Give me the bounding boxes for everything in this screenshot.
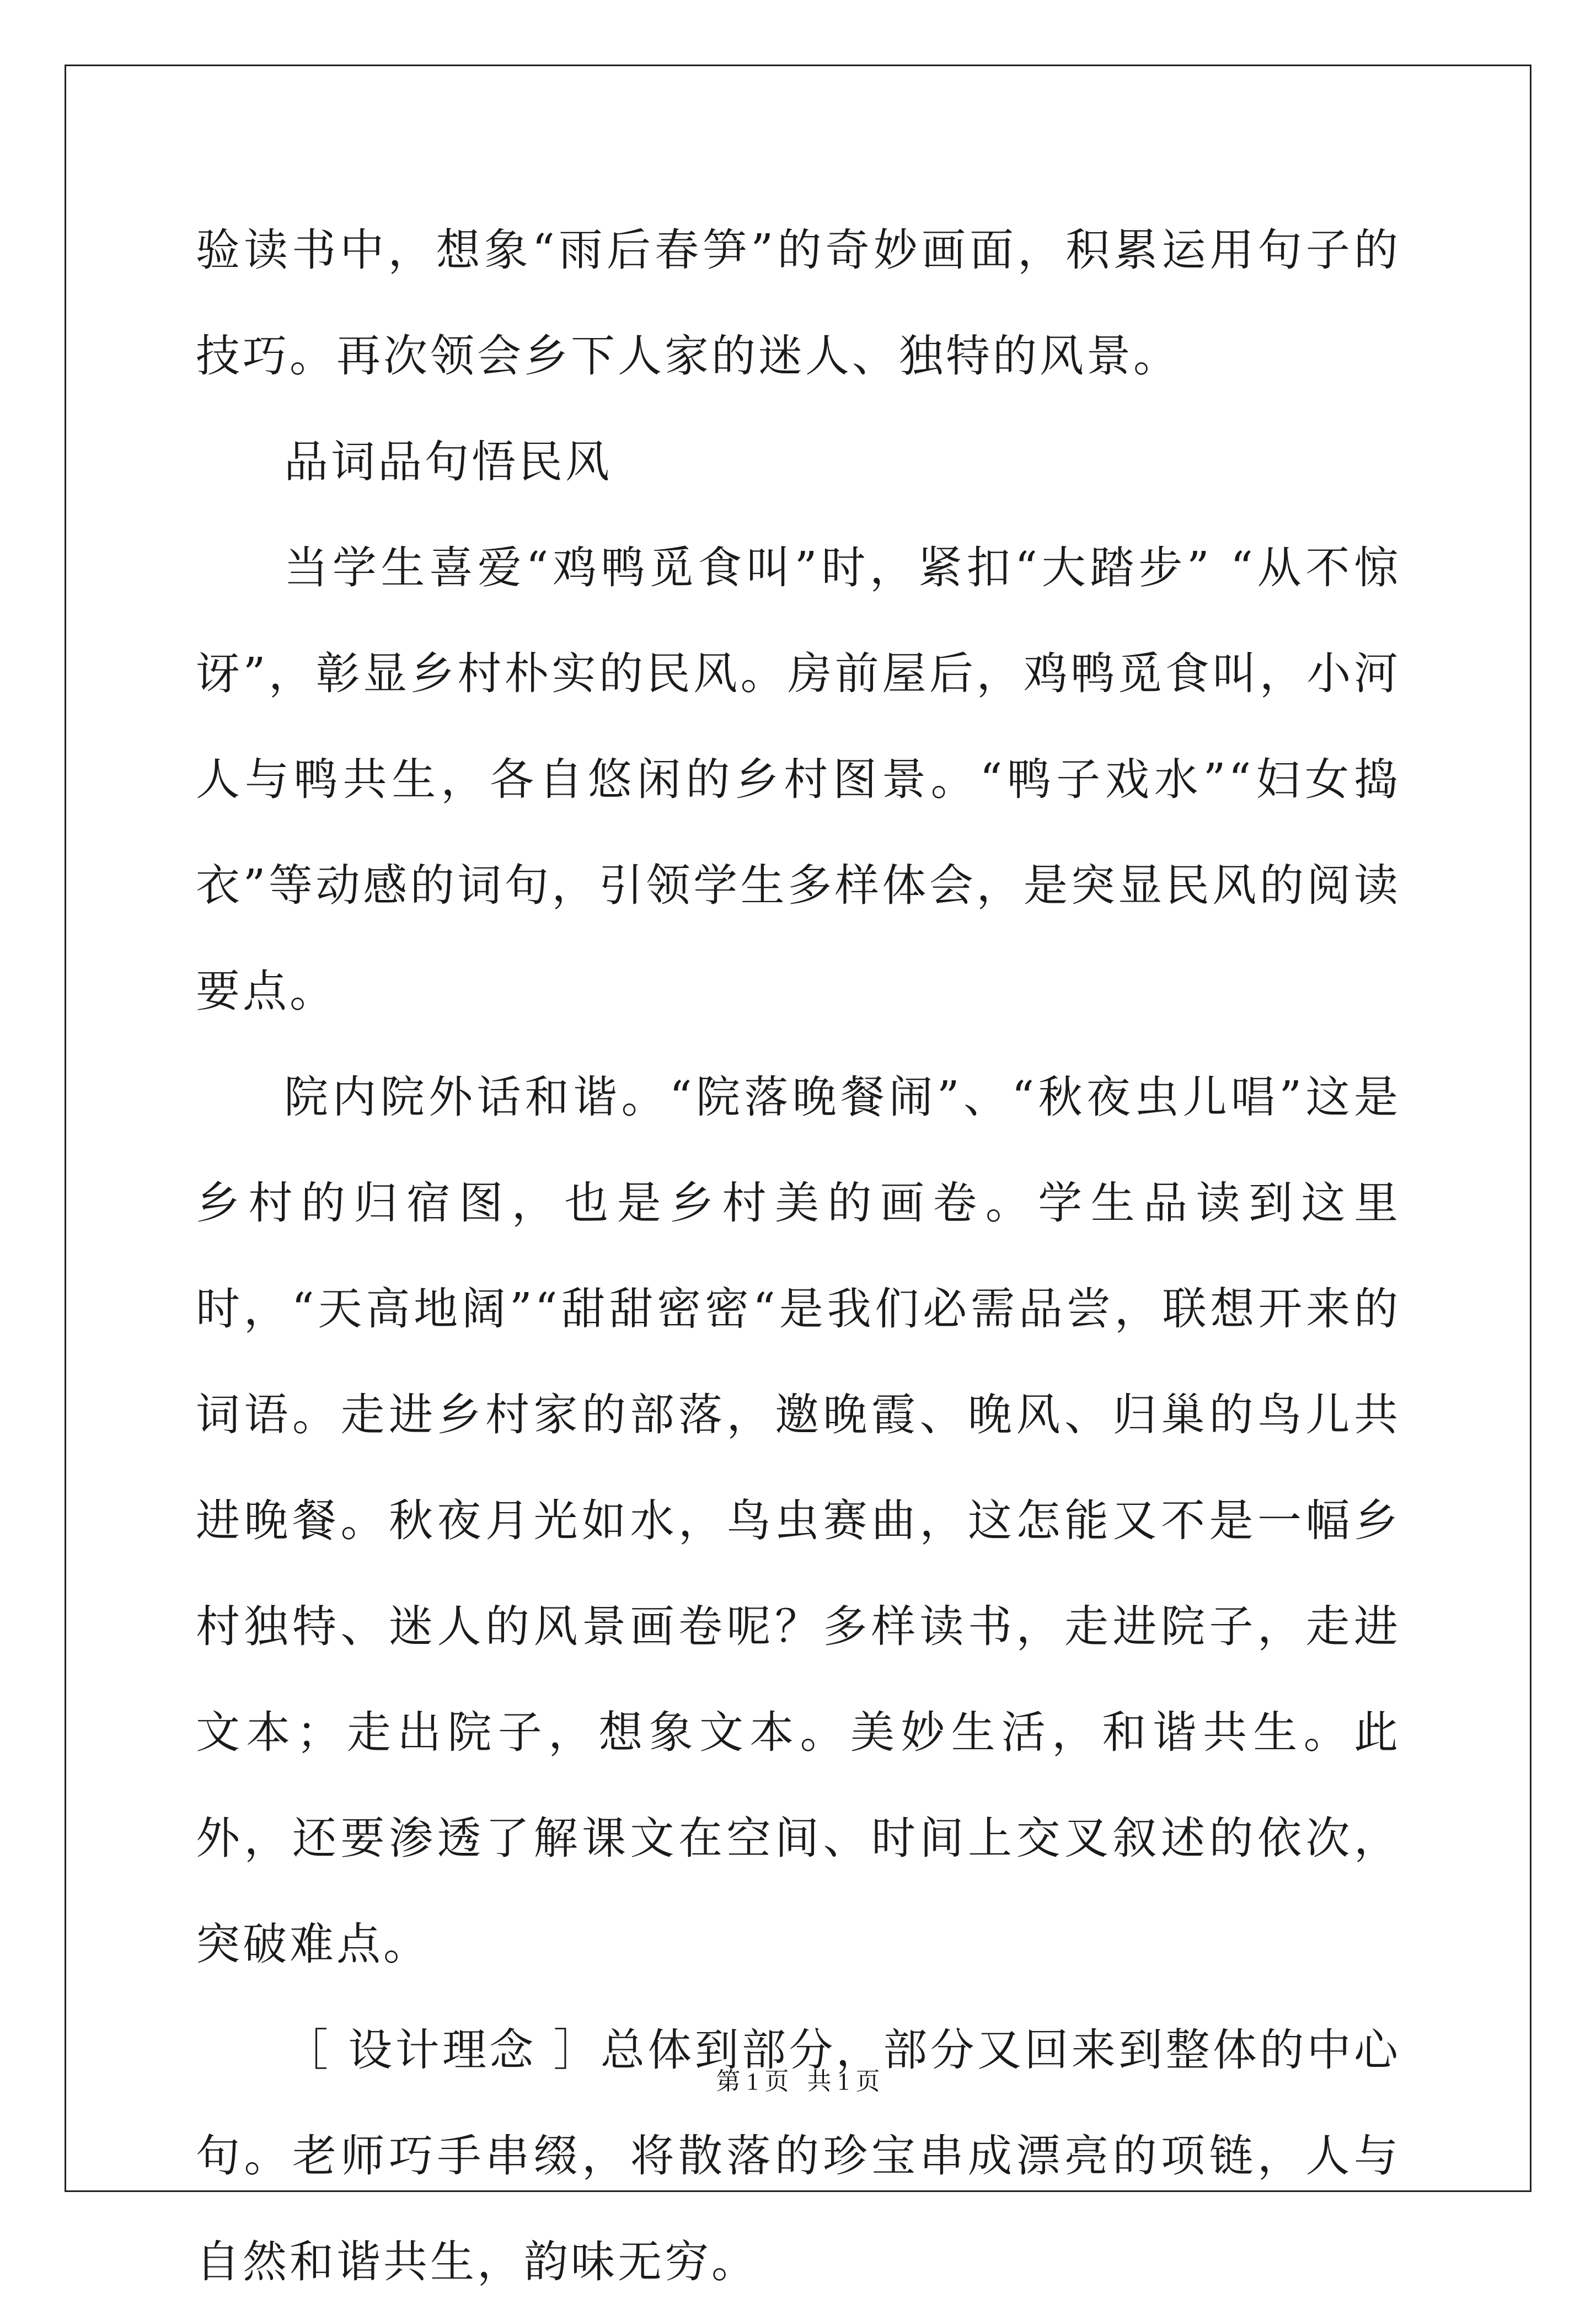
paragraph-1: 验读书中，想象“雨后春笋”的奇妙画面，积累运用句子的技巧。再次领会乡下人家的迷人、独特的风景。 xyxy=(196,224,1401,382)
paragraph-4: 院内院外话和谐。“院落晚餐闹”、“秋夜虫儿唱”这是乡村的归宿图，也是乡村美的画卷。学生品读到这里时，“天高地阔”“甜甜密密“是我们必需品尝，联想开来的词语。走进乡村家的部落，邀晚霞、晚风、归巢的鸟儿共进晚餐。秋夜月光如水，鸟虫赛曲，这怎能又不是一幅乡村独特、迷人的风景画卷呢？多样读书，走进院子，走进文本；走出院子，想象文本。美妙生活，和谐共生。此外，还要渗透了解课文在空间、时间上交叉叙述的依次，突破难点。 xyxy=(196,1071,1401,1970)
paragraph-3: 当学生喜爱“鸡鸭觅食叫”时，紧扣“大踏步” “从不惊讶”，彰显乡村朴实的民风。房前屋后，鸡鸭觅食叫，小河人与鸭共生，各自悠闲的乡村图景。“鸭子戏水”“妇女捣衣”等动感的词句，引领学生多样体会，是突显民风的阅读要点。 xyxy=(196,542,1401,1017)
section-heading: 品词品句悟民风 xyxy=(284,436,612,487)
page-footer xyxy=(0,2065,1596,2098)
paragraph-5: ［ 设计理念 ］总体到部分，部分又回来到整体的中心句。老师巧手串缀，将散落的珍宝串成漂亮的项链，人与自然和谐共生，韵味无穷。 xyxy=(196,2024,1401,2287)
page-number: 第 1 页 共 1 页 xyxy=(716,2068,880,2095)
document-body xyxy=(196,197,1401,2315)
